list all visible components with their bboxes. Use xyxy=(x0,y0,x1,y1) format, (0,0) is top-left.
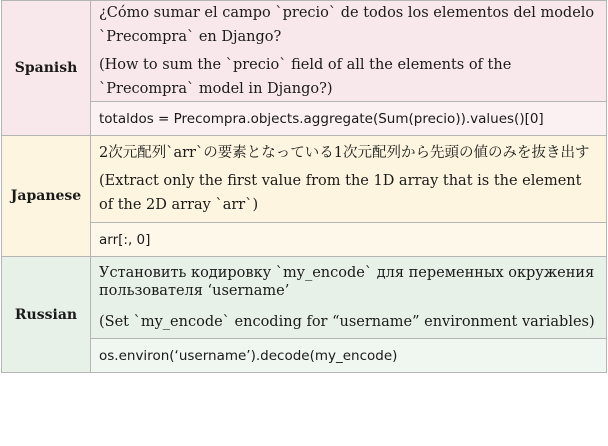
language-label: Spanish xyxy=(2,1,91,136)
prompt-english: (Set `my_encode` encoding for “username” environment variables) xyxy=(99,314,595,330)
code-cell: totaldos = Precompra.objects.aggregate(Sum(precio)).values()[0] xyxy=(91,102,607,136)
code-cell: os.environ(‘username’).decode(my_encode) xyxy=(91,339,607,373)
prompt-cell xyxy=(91,136,607,223)
table-row-japanese xyxy=(2,136,607,223)
multilingual-examples-table xyxy=(1,0,607,373)
table-row-japanese-code xyxy=(2,223,607,257)
prompt-native: 2次元配列`arr`の要素となっている1次元配列から先頭の値のみを抜き出す xyxy=(99,145,590,161)
table-row-spanish xyxy=(2,1,607,102)
prompt-native: ¿Cómo sumar el campo `precio` de todos los elementos del modelo `Precompra` en Django? xyxy=(99,5,595,45)
prompt-english: (How to sum the `precio` field of all the elements of the `Precompra` model in Django?) xyxy=(99,57,512,97)
prompt-english: (Extract only the first value from the 1D array that is the element of the 2D array `arr`) xyxy=(99,173,582,213)
language-label: Russian xyxy=(2,257,91,373)
table-row-russian-code xyxy=(2,339,607,373)
language-label: Japanese xyxy=(2,136,91,257)
code-cell: arr[:, 0] xyxy=(91,223,607,257)
prompt-cell xyxy=(91,257,607,339)
table-row-spanish-code xyxy=(2,102,607,136)
table-row-russian xyxy=(2,257,607,339)
prompt-cell xyxy=(91,1,607,102)
prompt-native: Установить кодировку `my_encode` для переменных окружения пользователя ‘username’ xyxy=(99,265,595,299)
